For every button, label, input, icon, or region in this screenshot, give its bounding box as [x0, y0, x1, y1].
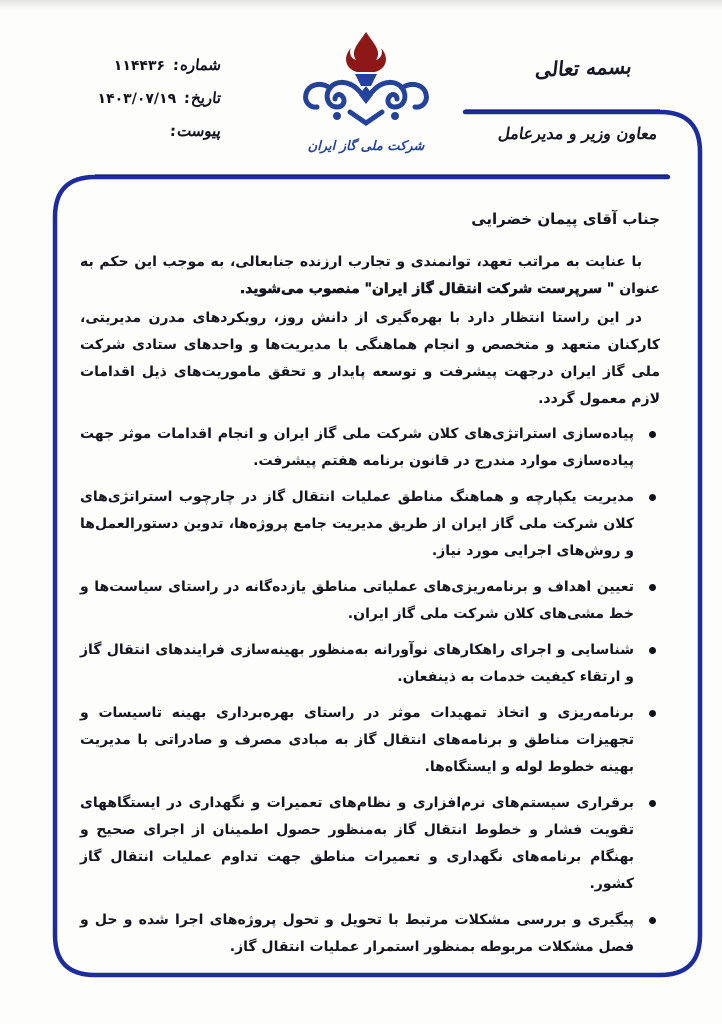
bullet-icon — [649, 431, 656, 438]
bullet-icon — [649, 800, 656, 807]
attachment-label: پیوست: — [168, 122, 222, 140]
mission-text: شناسایی و اجرای راهکارهای نوآورانه به‌منظور بهینه‌سازی فرایندهای انتقال گاز و ارتقاء کیفیت خدمات به ذینفعان. — [80, 642, 634, 685]
mission-item — [80, 484, 660, 565]
number-value: ۱۱۴۴۳۶ — [113, 58, 166, 74]
opening-paragraph-text: با عنایت به مراتب تعهد، توانمندی و تجارب ارزنده جنابعالی، به موجب این حکم به عنوان — [80, 254, 660, 297]
bullet-icon — [649, 647, 656, 654]
mission-item — [80, 700, 660, 781]
bullet-icon — [649, 584, 656, 591]
missions-list — [80, 421, 660, 961]
mission-item — [80, 637, 660, 691]
mission-text: برنامه‌ریزی و اتخاذ تمهیدات موثر در راستای بهره‌برداری بهینه تاسیسات و تجهیزات مناطق و برنامه‌های انتقال گاز به مبادی مصرف و صادراتی با مدیریت بهینه خطوط لوله و ایستگاه‌ها. — [80, 705, 634, 775]
mission-text: مدیریت یکپارچه و هماهنگ مناطق عملیات انتقال گاز در چارچوب استراتژی‌های کلان شرکت ملی گاز ایران از طریق مدیریت جامع پروژه‌ها، تدوین دستورالعمل‌ها و روش‌های اجرایی مورد نیاز. — [80, 489, 634, 559]
opening-paragraph — [80, 249, 660, 303]
mission-text: پیاده‌سازی استراتژی‌های کلان شرکت ملی گاز ایران و انجام اقدامات موثر جهت پیاده‌سازی موارد مندرج در قانون برنامه هفتم پیشرفت. — [80, 426, 634, 469]
date-value: ۱۴۰۳/۰۷/۱۹ — [97, 91, 177, 107]
logo-company-name: شرکت ملی گاز ایران — [307, 139, 425, 154]
date-label: تاریخ: — [182, 89, 222, 107]
bismillah-calligraphy: بسمه تعالی — [532, 54, 632, 82]
recipient-name: جناب آقای پیمان خضرایی — [471, 210, 660, 228]
appointment-title-bold: " سرپرست شرکت انتقال گاز ایران" منصوب می‌شوید. — [239, 281, 615, 297]
mission-item — [80, 790, 660, 898]
mission-text: برقراری سیستم‌های نرم‌افزاری و نظام‌های تعمیرات و نگهداری در ایستگاههای تقویت فشار و خطوط انتقال گاز به‌منظور حصول اطمینان از اجرای صحیح و بهنگام برنامه‌های نگهداری و تعمیرات مناطق جهت تداوم عملیات انتقال گاز کشور. — [80, 795, 634, 892]
letter-body — [80, 206, 660, 970]
bullet-icon — [649, 710, 656, 717]
number-label: شماره: — [171, 56, 222, 74]
mission-text: پیگیری و بررسی مشکلات مرتبط با تحویل و تحول پروژه‌های اجرا شده و حل و فصل مشکلات مربوطه بمنظور استمرار عملیات انتقال گاز. — [80, 912, 634, 955]
mission-item — [80, 907, 660, 961]
sender-position-title: معاون وزیر و مدیرعامل — [495, 124, 657, 143]
mission-item — [80, 421, 660, 475]
bullet-icon — [649, 494, 656, 501]
bullet-icon — [649, 917, 656, 924]
expectation-paragraph: در این راستا انتظار دارد با بهره‌گیری از دانش روز، رویکردهای مدرن مدیریتی، کارکنان متعهد و متخصص و انجام هماهنگی با مدیریت‌ها و واحدهای ستادی شرکت ملی گاز ایران درجهت پیشرفت و توسعه پایدار و تحقق ماموریت‌های ذیل اقدامات لازم معمول گردد. — [80, 310, 660, 407]
mission-item — [80, 574, 660, 628]
mission-text: تعیین اهداف و برنامه‌ریزی‌های عملیاتی مناطق یازده‌گانه در راستای سیاست‌ها و خط مشی‌های کلان شرکت ملی گاز ایران. — [80, 579, 634, 622]
